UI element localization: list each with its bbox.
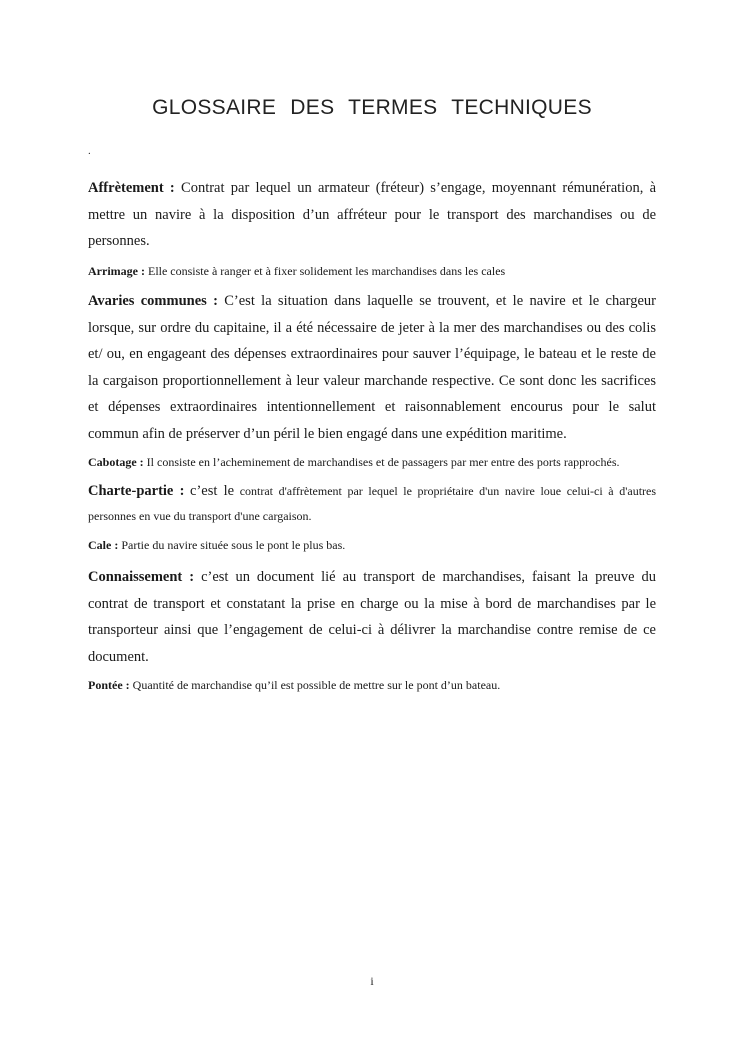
glossary-definition: Elle consiste à ranger et à fixer solidement les marchandises dans les cales	[147, 263, 506, 278]
glossary-definition: C’est la situation dans laquelle se trouvent, et le navire et le chargeur lorsque, sur ordre du capitaine, il a été nécessaire de jeter à la mer des marchandises ou des colis et/ ou, en engageant des dépenses extraordinaires pour sauver l’équipage, le bateau et le reste de la cargaison proportionnellement à leur valeur marchande respective. Ce sont donc les sacrifices et dépenses extraordinaires intentionnellement et raisonnablement encourus pour le salut commun afin de préserver d’un péril le bien engagé dans une expédition maritime.	[88, 293, 656, 442]
glossary-definition: c’est un document lié au transport de marchandises, faisant la preuve du contrat de transport et constatant la prise en charge ou la mise à bord de marchandises par le transporteur ainsi que l’engagement de celui-ci à délivrer la marchandise contre remise de ce document.	[88, 569, 657, 665]
glossary-term: Arrimage :	[88, 263, 145, 278]
glossary-definition: contrat d'affrètement par lequel le propriétaire d'un navire loue celui-ci à d'autres personnes en vue du transport d'une cargaison.	[88, 483, 657, 523]
glossary-entry-avaries-communes	[88, 288, 656, 447]
glossary-entry-pontee	[88, 673, 656, 699]
stray-dot: .	[88, 145, 91, 157]
glossary-term: Avaries communes :	[88, 293, 218, 309]
glossary-entry-cale	[88, 533, 656, 559]
glossary-definition-lead: c’est le	[190, 482, 235, 499]
glossary-entry-connaissement	[88, 564, 656, 670]
glossary-term: Connaissement :	[88, 569, 195, 585]
glossary-entry-charte-partie	[88, 479, 656, 530]
glossary-term: Pontée :	[88, 678, 130, 692]
glossary-entry-cabotage	[88, 450, 656, 476]
glossary-term: Cabotage :	[88, 455, 144, 469]
glossary-term: Charte-partie :	[88, 482, 185, 499]
glossary-entry-arrimage	[88, 259, 656, 285]
page-number: i	[370, 974, 374, 988]
glossary-definition: Il consiste en l’acheminement de marchandises et de passagers par mer entre des ports rapprochés.	[146, 455, 620, 469]
glossary-definition: Partie du navire située sous le pont le plus bas.	[121, 537, 346, 552]
glossary-term: Affrètement :	[88, 180, 175, 196]
glossary-list	[88, 175, 656, 699]
glossary-definition: Contrat par lequel un armateur (fréteur) s’engage, moyennant rémunération, à mettre un navire à la disposition d’un affréteur pour le transport des marchandises ou de personnes.	[88, 180, 657, 249]
glossary-definition: Quantité de marchandise qu’il est possible de mettre sur le pont d’un bateau.	[132, 678, 501, 692]
page-title: GLOSSAIRE DES TERMES TECHNIQUES	[152, 96, 592, 119]
glossary-entry-affretement	[88, 175, 656, 255]
glossary-term: Cale :	[88, 537, 119, 552]
